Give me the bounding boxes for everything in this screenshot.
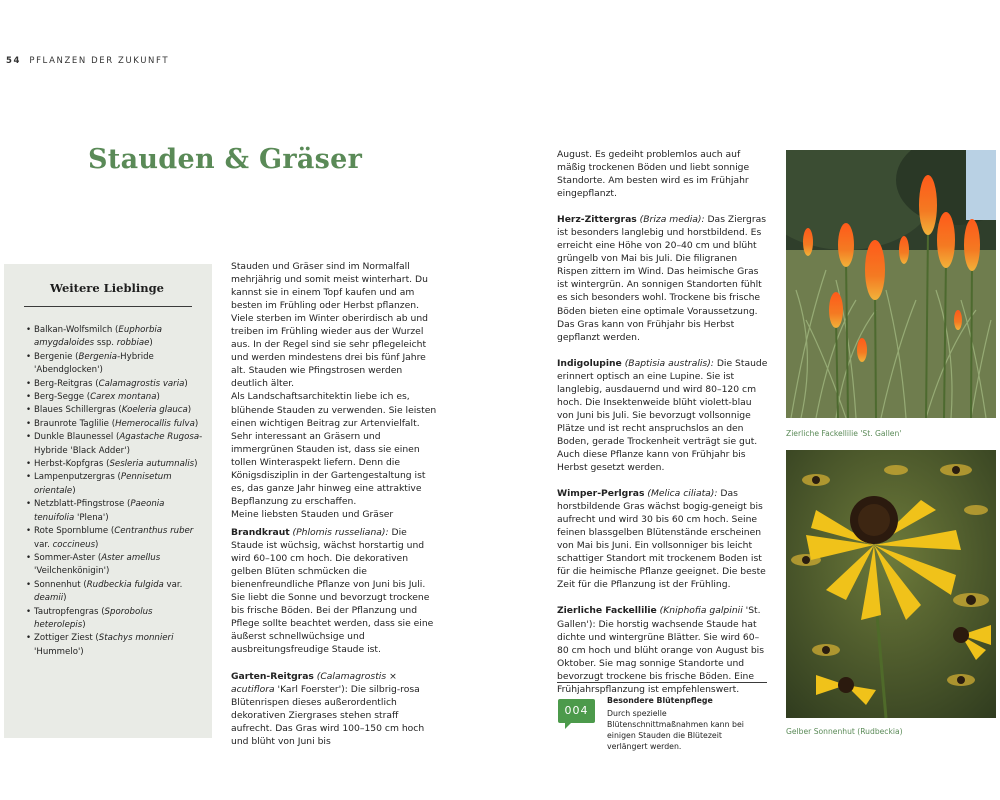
sidebar-divider [24, 306, 192, 307]
entry-brandkraut [231, 526, 439, 656]
sidebar-item-latin2: deamii [34, 593, 64, 604]
entry-text: Die Staude ist wüchsig, wächst horstartig und wird 60–100 cm hoch. Die dekorativen gelben Blüten schmücken die bienenfreundliche Pflanze von Juni bis Juli. Sie liebt die Sonne und bevorzugt trockene bis frische Böden. Bei der Pflanzung und Pflege sollte beachtet werden, dass sie eine äußerst schnellwüchsige und ausbreitungsfreudige Staude ist. [231, 527, 434, 656]
sidebar-item-latin: Carex montana [90, 392, 157, 403]
sidebar-item-name: Lampenputzergras ( [34, 472, 121, 483]
photo-rudbeckia [786, 450, 996, 718]
sidebar-item-mid: 'Veilchenkönigin') [34, 566, 110, 577]
photo-caption-1: Zierliche Fackellilie 'St. Gallen' [786, 429, 902, 438]
plants-column-1 [231, 508, 439, 748]
sidebar-item-latin: Euphorbia amygdaloides [34, 325, 163, 349]
section-heading: Meine liebsten Stauden und Gräser [231, 509, 394, 520]
sidebar-item-latin: Hemerocallis fulva [115, 418, 195, 429]
sidebar-item-name: Sommer-Aster ( [34, 552, 102, 563]
intro-paragraph-2: Als Landschaftsarchitektin liebe ich es, blühende Stauden zu verwenden. Sie leisten einen wichtigen Beitrag zur Artenvielfalt. Sehr interessant an Gräsern und immergrünen Stauden ist, dass sie einen tollen Winteraspekt liefern. Denn die Königsdisziplin in der Gartengestaltung ist es, das ganze Jahr hinweg eine attraktive Bepflanzung zu erschaffen. [231, 391, 437, 507]
sidebar-item-name: Zottiger Ziest ( [34, 633, 99, 644]
running-header [6, 56, 169, 66]
sidebar-item-latin2: coccineus [52, 539, 96, 550]
sidebar-item-latin: Aster amellus [101, 552, 161, 563]
entry-zittergras [557, 213, 769, 343]
sidebar-item-end: ) [149, 338, 153, 349]
sidebar-item-latin: Pennisetum orientale [34, 472, 172, 496]
sidebar-item-mid: ) [184, 378, 188, 389]
plants-column-2 [557, 148, 769, 709]
sidebar-item-mid: ) [187, 405, 192, 416]
sidebar-item-name: Blaues Schillergras ( [34, 405, 122, 416]
tip-number-badge: 004 [558, 699, 595, 723]
entry-reitgras-continued: August. Es gedeiht problemlos auch auf mäßig trockenen Böden und liebt sonnige Standorte. Am besten wird es im Frühjahr eingepflanzt. [557, 149, 750, 200]
tip-divider [557, 682, 767, 683]
rudbeckia-image [786, 450, 996, 718]
entry-latin: (Calamagrostis × acutiflora [231, 670, 397, 695]
entry-text: Das horstbildende Gras wächst bogig-geneigt bis aufrecht und wird 30 bis 60 cm hoch. Seine feinen blassgelben Blütenstände erscheinen von Mai bis Juni. Ein vollsonniger bis leicht schattiger Standort mit trockenem Boden ist für die heimische Pflanze geeignet. Die beste Zeit für die Pflanzung ist der Frühling. [557, 488, 766, 591]
sidebar-item-latin: Sesleria autumnalis [109, 459, 195, 470]
sidebar-item-mid: ) [156, 392, 160, 403]
entry-name: Herz-Zittergras [557, 214, 637, 226]
sidebar-item-latin: Agastache Rugosa [119, 432, 200, 443]
sidebar-item-mid: ) [194, 418, 199, 429]
sidebar-list-item [26, 458, 206, 471]
sidebar-list-item [26, 431, 206, 458]
sidebar-list-item [26, 579, 206, 606]
sidebar-list-item [26, 525, 206, 552]
tip-text: Durch spezielle Blütenschnittmaßnahmen kann bei einigen Stauden die Blütezeit verlängert werden. [607, 709, 744, 751]
intro-column [231, 260, 439, 508]
sidebar-item-latin: Koeleria glauca [121, 405, 188, 416]
sidebar-item-mid: ) [82, 619, 86, 630]
sidebar-item-mid: var. [34, 539, 53, 550]
sidebar-item-mid: 'Hummelo') [34, 646, 84, 657]
entry-latin: (Briza media): [639, 214, 705, 226]
sidebar-list-item [26, 391, 206, 404]
sidebar-list-item [26, 606, 206, 633]
sidebar-item-latin: Stachys monnieri [98, 633, 174, 644]
photo-caption-2: Gelber Sonnenhut (Rudbeckia) [786, 727, 903, 736]
intro-paragraph: Stauden und Gräser sind im Normalfall mehrjährig und somit meist winterhart. Du kannst sie in einem Topf kaufen und am besten im Frühling oder Herbst pflanzen. Viele sterben im Winter oberirdisch ab und treiben im Frühling wieder aus der Wurzel aus. In der Regel sind sie sehr pflegeleicht und werden mindestens drei bis fünf Jahre alt. Stauden wie Pfingstrosen werden deutlich älter. [231, 261, 428, 390]
sidebar-item-name: Balkan-Wolfsmilch ( [34, 325, 119, 335]
sidebar-list-item [26, 552, 206, 579]
sidebar-list-item [26, 404, 206, 417]
sidebar-item-name: Tautropfengras ( [34, 606, 105, 617]
sidebar-item-name: Rote Spornblume ( [34, 526, 115, 537]
entry-text: Die Staude erinnert optisch an eine Lupine. Sie ist langlebig, ausdauernd und wird 80–120 cm hoch. Die Insektenweide blüht violett-blau von Juni bis Juli. Sie bevorzugt vollsonnige Plätze und ist recht anspruchslos an den Boden, gerade Trockenheit verträgt sie gut. Auch diese Pflanze kann von Frühjahr bis Herbst gesetzt werden. [557, 357, 768, 474]
photo-torch-lily [786, 150, 996, 418]
sidebar-item-name: Sonnenhut ( [34, 579, 87, 590]
sidebar-item-latin: Sporobolus heterolepis [34, 606, 153, 630]
entry-text: Die silbrig-rosa Blütenrispen dieses außerordentlich dekorativen Ziergrases stehen straff aufrecht. Das Gras wird 100–150 cm hoch und blüht von Juni bis [231, 683, 425, 747]
entry-name: Garten-Reitgras [231, 670, 314, 682]
sidebar-item-end: ) [63, 593, 67, 604]
sidebar-list-item [26, 471, 206, 498]
sidebar-list-item [26, 632, 206, 659]
sidebar-item-mid: -Hybride 'Black Adder') [34, 432, 203, 456]
entry-name: Wimper-Perlgras [557, 488, 645, 500]
sidebar-list-item [26, 498, 206, 525]
entry-cultivar: 'Karl Foerster'): [274, 683, 348, 695]
entry-latin: (Phlomis russeliana): [292, 527, 389, 539]
sidebar-item-name: Bergenie ( [34, 351, 79, 362]
sidebar-item-latin2: robbiae [116, 338, 150, 349]
entry-reitgras [231, 670, 439, 748]
sidebar-list-item [26, 324, 206, 351]
page-title: Stauden & Gräser [88, 144, 363, 175]
sidebar-item-latin: Centranthus ruber [114, 526, 194, 537]
entry-text: Die horstig wachsende Staude hat dichte und wintergrüne Blätter. Sie wird 60–80 cm hoch und blüht orange von August bis Oktober. Sie mag sonnige Standorte und bevorzugt trockene bis frische Böden. Eine Frühjahrspflanzung ist empfehlenswert. [557, 618, 765, 695]
sidebar-item-name: Herbst-Kopfgras ( [34, 459, 110, 470]
sidebar-item-latin: Rudbeckia fulgida [86, 579, 164, 590]
sidebar-item-mid: -Hybride 'Abendglocken') [34, 351, 154, 376]
sidebar-box [4, 264, 212, 738]
entry-name: Indigolupine [557, 357, 622, 369]
sidebar-item-end: ) [95, 539, 99, 550]
sidebar-item-mid: ssp. [94, 338, 117, 349]
running-title: PFLANZEN DER ZUKUNFT [29, 56, 170, 66]
sidebar-item-name: Berg-Segge ( [34, 392, 91, 403]
entry-latin: (Melica ciliata): [647, 488, 718, 500]
sidebar-list-item [26, 418, 206, 431]
entry-name: Brandkraut [231, 527, 290, 539]
sidebar-item-name: Netzblatt-Pfingstrose ( [34, 499, 131, 510]
sidebar-title: Weitere Lieblinge [50, 281, 164, 295]
sidebar-item-latin: Calamagrostis varia [98, 378, 185, 389]
sidebar-item-name: Dunkle Blaunessel ( [34, 432, 120, 443]
entry-name: Zierliche Fackellilie [557, 605, 657, 617]
entry-latin: (Kniphofia galpinii [659, 605, 743, 617]
sidebar-item-mid: var. [163, 579, 183, 590]
sidebar-list-item [26, 351, 206, 378]
entry-latin: (Baptisia australis): [624, 357, 714, 369]
sidebar-list [26, 324, 206, 659]
sidebar-list-item [26, 378, 206, 391]
sidebar-item-mid: ) [194, 459, 198, 470]
sidebar-item-latin: Paeonia tenuifolia [34, 499, 165, 523]
sidebar-item-latin: Bergenia [78, 351, 118, 362]
torch-lily-image [786, 150, 996, 418]
page-number: 54 [6, 56, 22, 66]
sidebar-item-name: Braunrote Taglilie ( [34, 418, 116, 429]
sidebar-item-mid: 'Plena') [74, 512, 109, 523]
sidebar-item-name: Berg-Reitgras ( [34, 378, 99, 389]
tip-title: Besondere Blütenpflege [607, 696, 713, 705]
entry-perlgras [557, 487, 769, 591]
entry-cultivar: 'St. Gallen'): [557, 605, 761, 630]
sidebar-item-mid: ) [72, 485, 76, 496]
entry-text: Das Ziergras ist besonders langlebig und horstbildend. Es erreicht eine Höhe von 20–40 cm und blüht grüngelb von Mai bis Juli. Die filigranen Rispen zittern im Wind. Das heimische Gras ist wintergrün. An sonnigen Standorten fühlt es sich besonders wohl. Trockene bis frische Böden bieten eine optimale Voraussetzung. Das Gras kann von Frühjahr bis Herbst gepflanzt werden. [557, 214, 767, 343]
entry-indigolupine [557, 357, 769, 474]
